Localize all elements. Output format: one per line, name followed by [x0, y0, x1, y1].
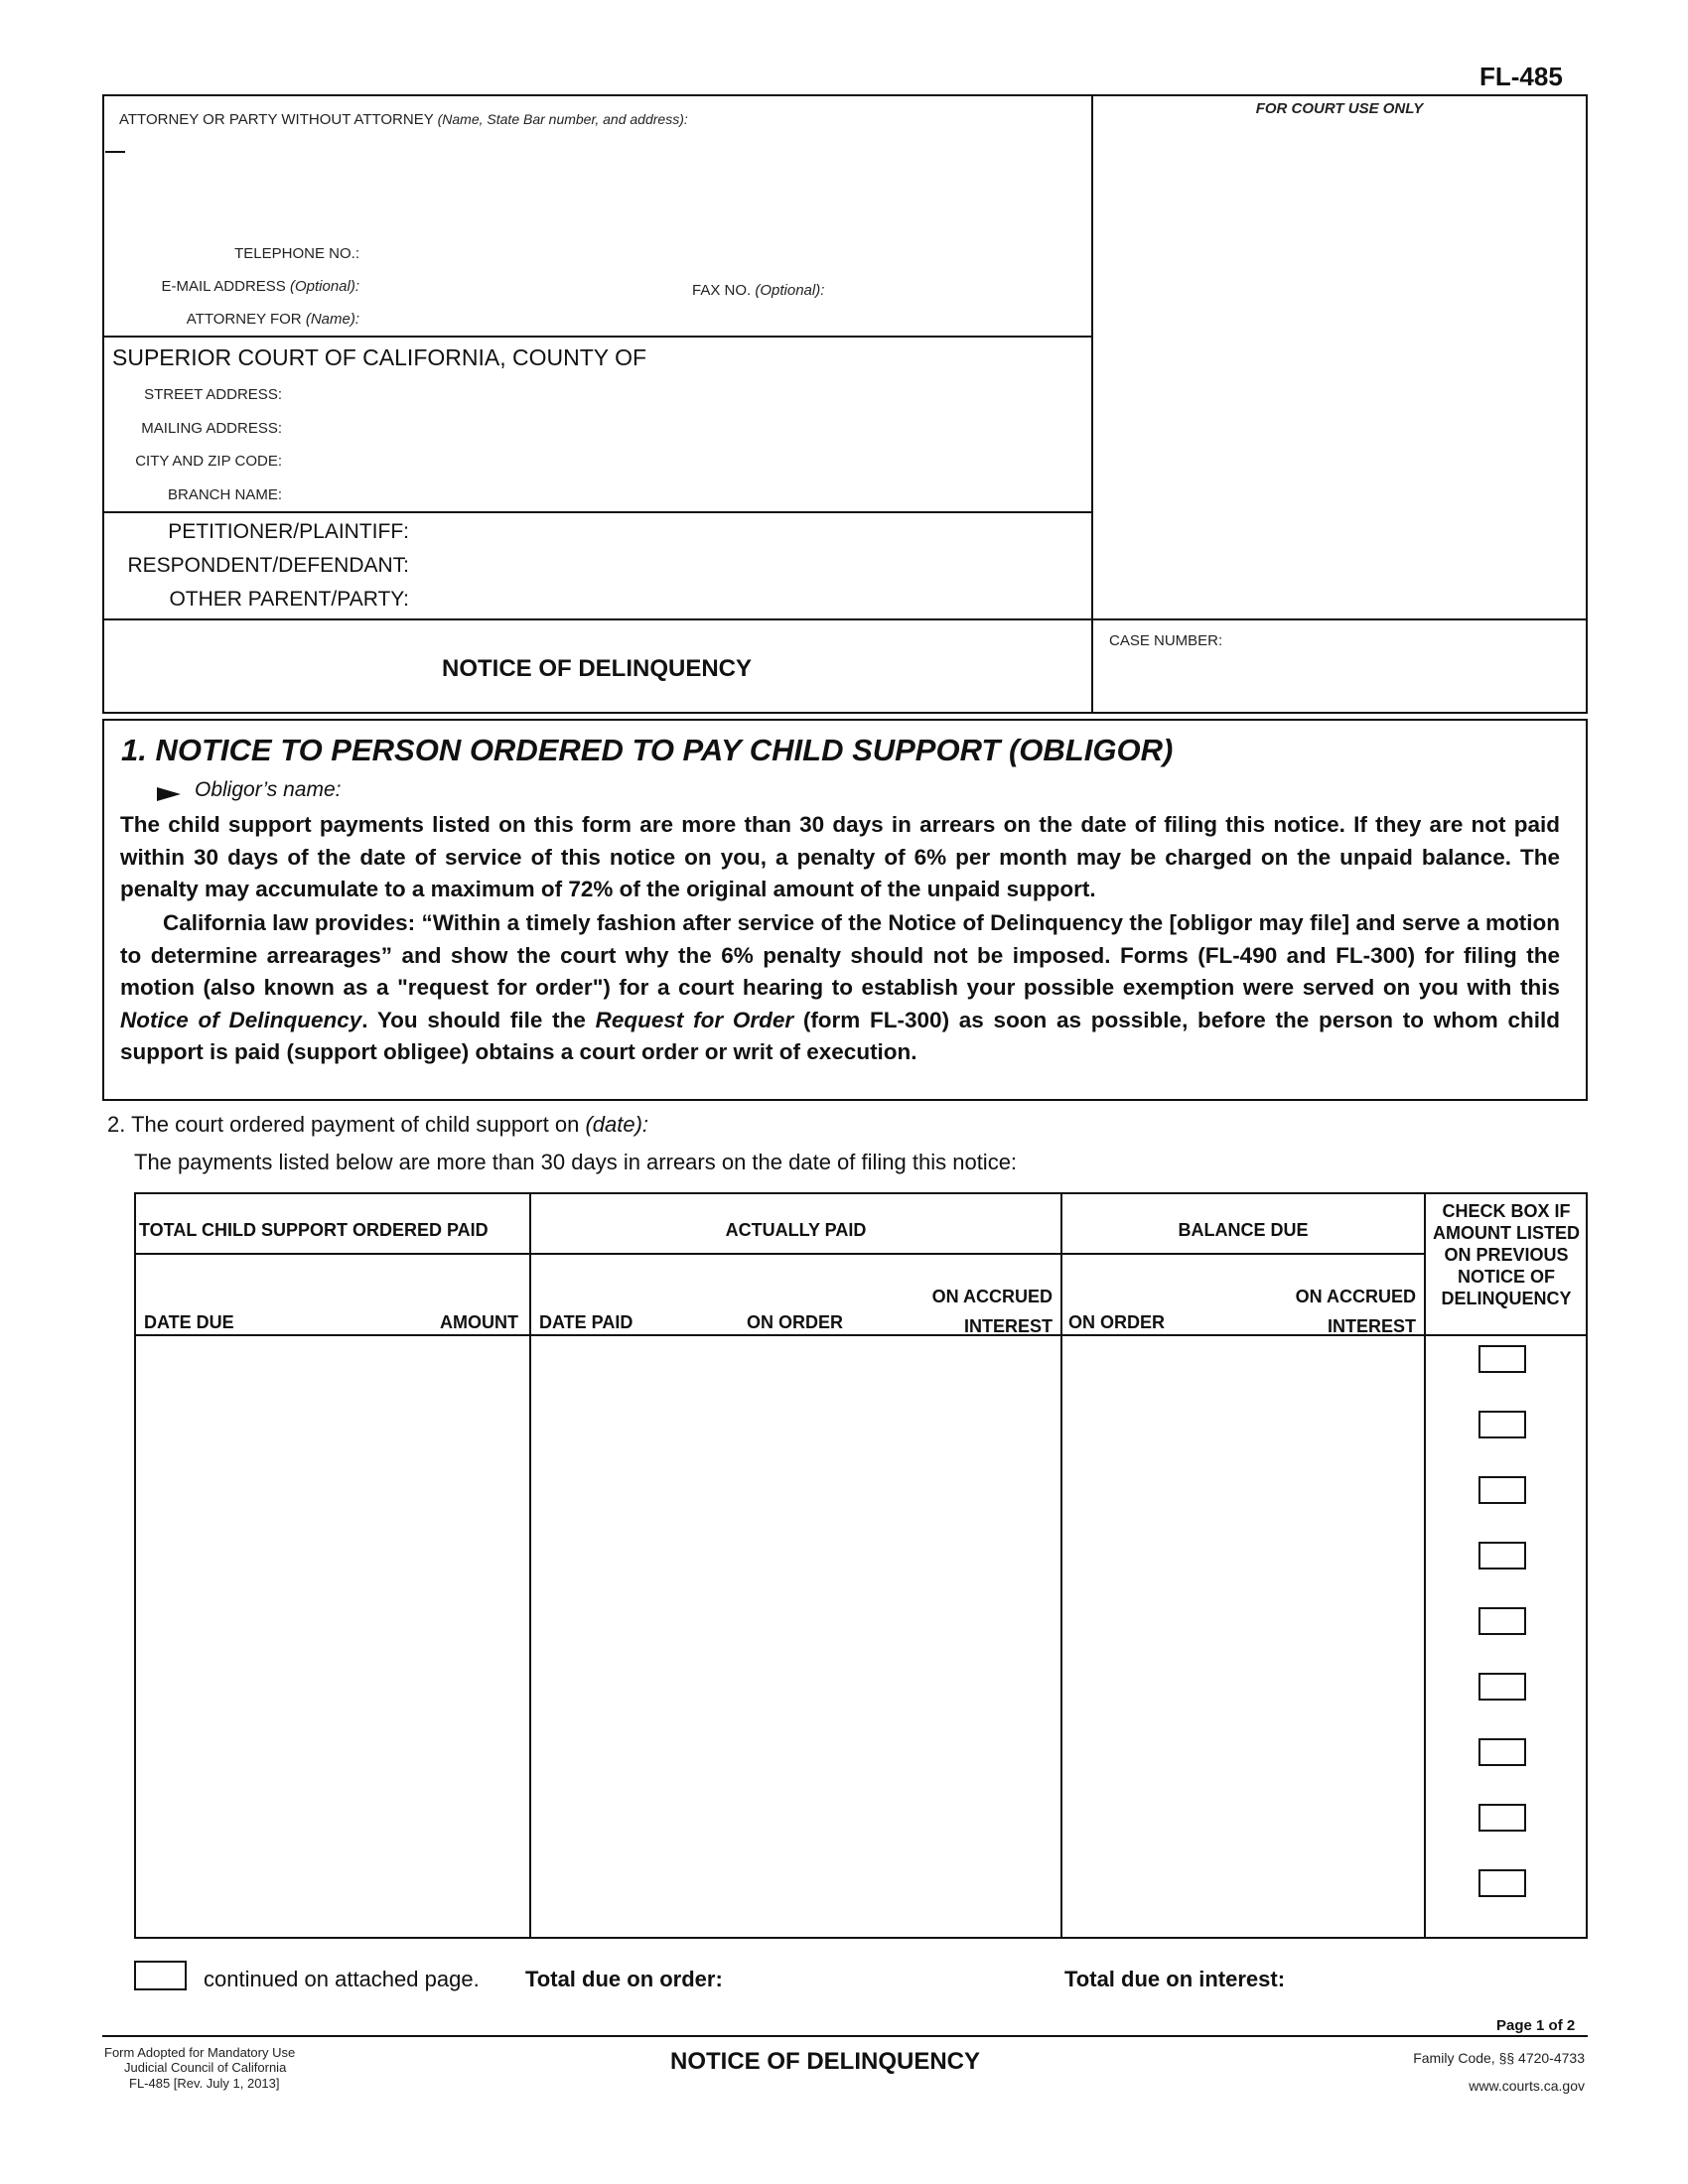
total-due-order-label: Total due on order:: [525, 1967, 723, 1991]
email-label: E-MAIL ADDRESS (Optional):: [161, 278, 359, 295]
mailing-address-label: MAILING ADDRESS:: [141, 420, 282, 437]
entry-balance-due-column[interactable]: [1062, 1336, 1422, 1936]
petitioner-label: PETITIONER/PLAINTIFF:: [168, 520, 409, 543]
other-parent-label: OTHER PARENT/PARTY:: [169, 588, 409, 611]
col-amount: AMOUNT: [440, 1312, 518, 1332]
previous-notice-checkbox[interactable]: [1478, 1345, 1526, 1373]
footer-website: www.courts.ca.gov: [1469, 2078, 1585, 2094]
court-use-divider: [1091, 94, 1093, 714]
footer-title: NOTICE OF DELINQUENCY: [670, 2048, 981, 2075]
col-date-paid: DATE PAID: [539, 1312, 633, 1332]
field-cursor-mark: [105, 151, 125, 153]
continued-checkbox[interactable]: [134, 1961, 187, 1990]
col-balance-on-accrued-interest: ON ACCRUED INTEREST: [1295, 1287, 1416, 1336]
branch-name-label: BRANCH NAME:: [167, 486, 282, 503]
case-number-label: CASE NUMBER:: [1109, 632, 1223, 649]
court-title: SUPERIOR COURT OF CALIFORNIA, COUNTY OF: [112, 344, 647, 370]
col-on-order: ON ORDER: [747, 1312, 844, 1332]
obligor-name-field[interactable]: [377, 776, 1569, 804]
section2-line2: The payments listed below are more than 30 days in arrears on the date of filing this notice:: [134, 1150, 1018, 1174]
footer-code: Family Code, §§ 4720-4733: [1413, 2050, 1585, 2066]
telephone-label: TELEPHONE NO.:: [234, 245, 359, 262]
divider-parties: [102, 618, 1588, 620]
table-header-divider-top: [134, 1253, 1425, 1255]
total-due-order-field[interactable]: [755, 1962, 1053, 1991]
previous-notice-checkbox[interactable]: [1478, 1804, 1526, 1832]
header-balance-due: BALANCE DUE: [1178, 1220, 1309, 1240]
table-divider-3: [1424, 1192, 1426, 1939]
col-balance-on-order: ON ORDER: [1068, 1312, 1166, 1332]
footer-council: Judicial Council of California: [124, 2060, 287, 2075]
previous-notice-checkbox[interactable]: [1478, 1476, 1526, 1504]
divider-attorney: [102, 336, 1092, 338]
city-zip-label: CITY AND ZIP CODE:: [135, 453, 282, 470]
section2-line1: 2. The court ordered payment of child support on (date):: [107, 1112, 649, 1137]
entry-actually-paid-column[interactable]: [531, 1336, 1058, 1936]
court-order-date-field[interactable]: [725, 1110, 1221, 1138]
attorney-for-label: ATTORNEY FOR (Name):: [186, 311, 359, 328]
total-due-interest-label: Total due on interest:: [1064, 1967, 1286, 1991]
footer-adopted: Form Adopted for Mandatory Use: [104, 2045, 296, 2060]
previous-notice-checkbox[interactable]: [1478, 1542, 1526, 1570]
section1-heading: 1. NOTICE TO PERSON ORDERED TO PAY CHILD SUPPORT (OBLIGOR): [121, 733, 1174, 767]
continued-label: continued on attached page.: [204, 1967, 480, 1991]
form-title: NOTICE OF DELINQUENCY: [441, 655, 752, 682]
previous-notice-checkbox[interactable]: [1478, 1673, 1526, 1701]
section1-paragraph-1: The child support payments listed on this form are more than 30 days in arrears on the date of filing this notice. If they are not paid within 30 days of the date of service of this notice on you, a penalty of 6% per month may be charged on the unpaid balance. The penalty may accumulate to a maximum of 72% of the original amount of the unpaid support.: [120, 812, 1560, 901]
page-number: Page 1 of 2: [1496, 2017, 1576, 2034]
previous-notice-checkbox[interactable]: [1478, 1738, 1526, 1766]
entry-date-due-column[interactable]: [136, 1336, 527, 1936]
total-due-interest-field[interactable]: [1321, 1962, 1579, 1991]
court-use-label: FOR COURT USE ONLY: [1255, 100, 1424, 117]
street-address-label: STREET ADDRESS:: [144, 386, 282, 403]
form-number: FL-485: [1479, 62, 1563, 91]
header-check-box: CHECK BOX IF AMOUNT LISTED ON PREVIOUS NOTICE OF DELINQUENCY: [1433, 1201, 1580, 1308]
section1-paragraph-2: California law provides: “Within a timely fashion after service of the Notice of Delinquency the [obligor may file] and serve a motion to determine arrearages” and show the court why the 6% penalty should not be imposed. Forms (FL-490 and FL-300) for filing the motion (also known as a "request for order") for a court hearing to establish your possible exemption were served on you with this Notice of Delinquency. You should file the Request for Order (form FL-300) as soon as possible, before the person to whom child support is paid (support obligee) obtains a court order or writ of execution.: [120, 910, 1560, 1064]
col-on-accrued-interest: ON ACCRUED INTEREST: [931, 1287, 1053, 1336]
attorney-label: ATTORNEY OR PARTY WITHOUT ATTORNEY (Name, State Bar number, and address):: [119, 111, 688, 128]
previous-notice-checkbox[interactable]: [1478, 1869, 1526, 1897]
footer-rule: [102, 2035, 1588, 2037]
fax-label: FAX NO. (Optional):: [692, 282, 825, 299]
previous-notice-checkbox[interactable]: [1478, 1607, 1526, 1635]
attorney-name-field[interactable]: [105, 139, 1078, 248]
obligor-name-label: Obligor’s name:: [195, 778, 342, 801]
footer-revision: FL-485 [Rev. July 1, 2013]: [129, 2076, 280, 2091]
col-date-due: DATE DUE: [144, 1312, 234, 1332]
obligor-arrow-icon: [157, 787, 181, 801]
previous-notice-checkbox[interactable]: [1478, 1411, 1526, 1438]
header-total-ordered: TOTAL CHILD SUPPORT ORDERED PAID: [139, 1220, 489, 1240]
header-actually-paid: ACTUALLY PAID: [725, 1220, 867, 1240]
divider-court: [102, 511, 1092, 513]
respondent-label: RESPONDENT/DEFENDANT:: [127, 554, 409, 577]
